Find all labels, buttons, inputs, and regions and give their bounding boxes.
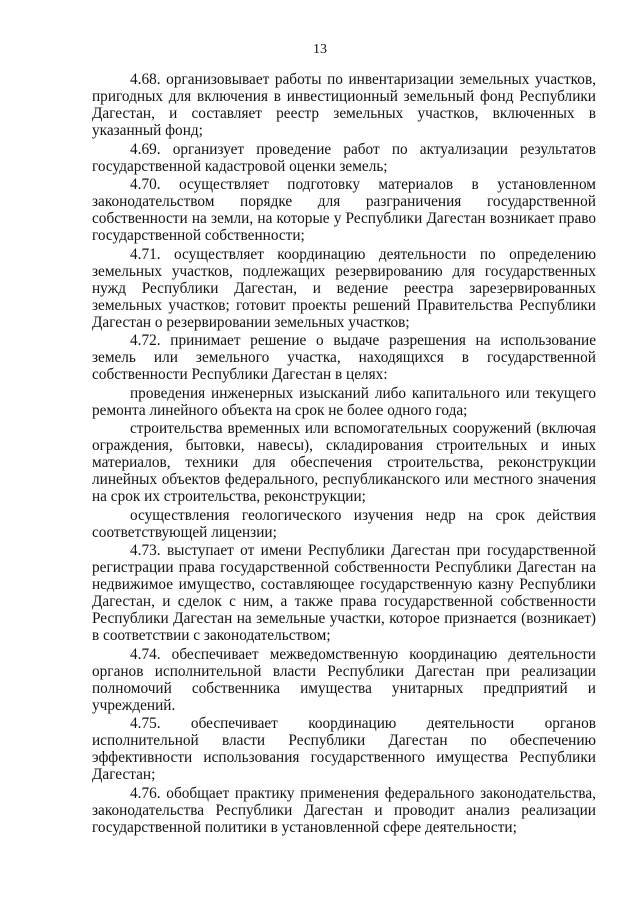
paragraph-4-72-item-3: осуществления геологического изучения недр на срок действия соответствующей лицензии; xyxy=(92,506,596,541)
document-body xyxy=(92,71,596,836)
paragraph-4-71: 4.71. осуществляет координацию деятельности по определению земельных участков, подлежащих резервированию для государственных нужд Республики Дагестан, и ведение реестра зарезервированных земельных участков; готовит проекты решений Правительства Республики Дагестан о резервировании земельных участков; xyxy=(92,245,596,331)
paragraph-4-69: 4.69. организует проведение работ по актуализации результатов государственной кадастровой оценки земель; xyxy=(92,140,596,175)
paragraph-4-72-item-1: проведения инженерных изысканий либо капитального или текущего ремонта линейного объекта на срок не более одного года; xyxy=(92,384,596,419)
paragraph-4-68: 4.68. организовывает работы по инвентаризации земельных участков, пригодных для включения в инвестиционный земельный фонд Республики Дагестан, и составляет реестр земельных участков, включенных в указанный фонд; xyxy=(92,71,596,139)
paragraph-4-70: 4.70. осуществляет подготовку материалов в установленном законодательством порядке для разграничения государственной собственности на земли, на которые у Республики Дагестан возникает право государственной собственности; xyxy=(92,176,596,244)
paragraph-4-75: 4.75. обеспечивает координацию деятельности органов исполнительной власти Республики Дагестан по обеспечению эффективности использования государственного имущества Республики Дагестан; xyxy=(92,715,596,783)
paragraph-4-76: 4.76. обобщает практику применения федерального законодательства, законодательства Республики Дагестан и проводит анализ реализации государственной политики в установленной сфере деятельности; xyxy=(92,784,596,836)
paragraph-4-72-item-2: строительства временных или вспомогательных сооружений (включая ограждения, бытовки, навесы), складирования строительных и иных материалов, техники для обеспечения строительства, реконструкции линейных объектов федерального, республиканского или местного значения на срок их строительства, реконструкции; xyxy=(92,420,596,505)
paragraph-4-73: 4.73. выступает от имени Республики Дагестан при государственной регистрации права государственной собственности Республики Дагестан на недвижимое имущество, составляющее государственную казну Республики Дагестан, и сделок с ним, а также права государственной собственности Республики Дагестан на земельные участки, которое признается (возникает) в соответствии с законодательством; xyxy=(92,542,596,644)
paragraph-4-72: 4.72. принимает решение о выдаче разрешения на использование земель или земельного участка, находящихся в государственной собственности Республики Дагестан в целях: xyxy=(92,332,596,383)
page-number: 13 xyxy=(313,42,327,57)
paragraph-4-74: 4.74. обеспечивает межведомственную координацию деятельности органов исполнительной власти Республики Дагестан при реализации полномочий собственника имущества унитарных предприятий и учреждений. xyxy=(92,645,596,714)
